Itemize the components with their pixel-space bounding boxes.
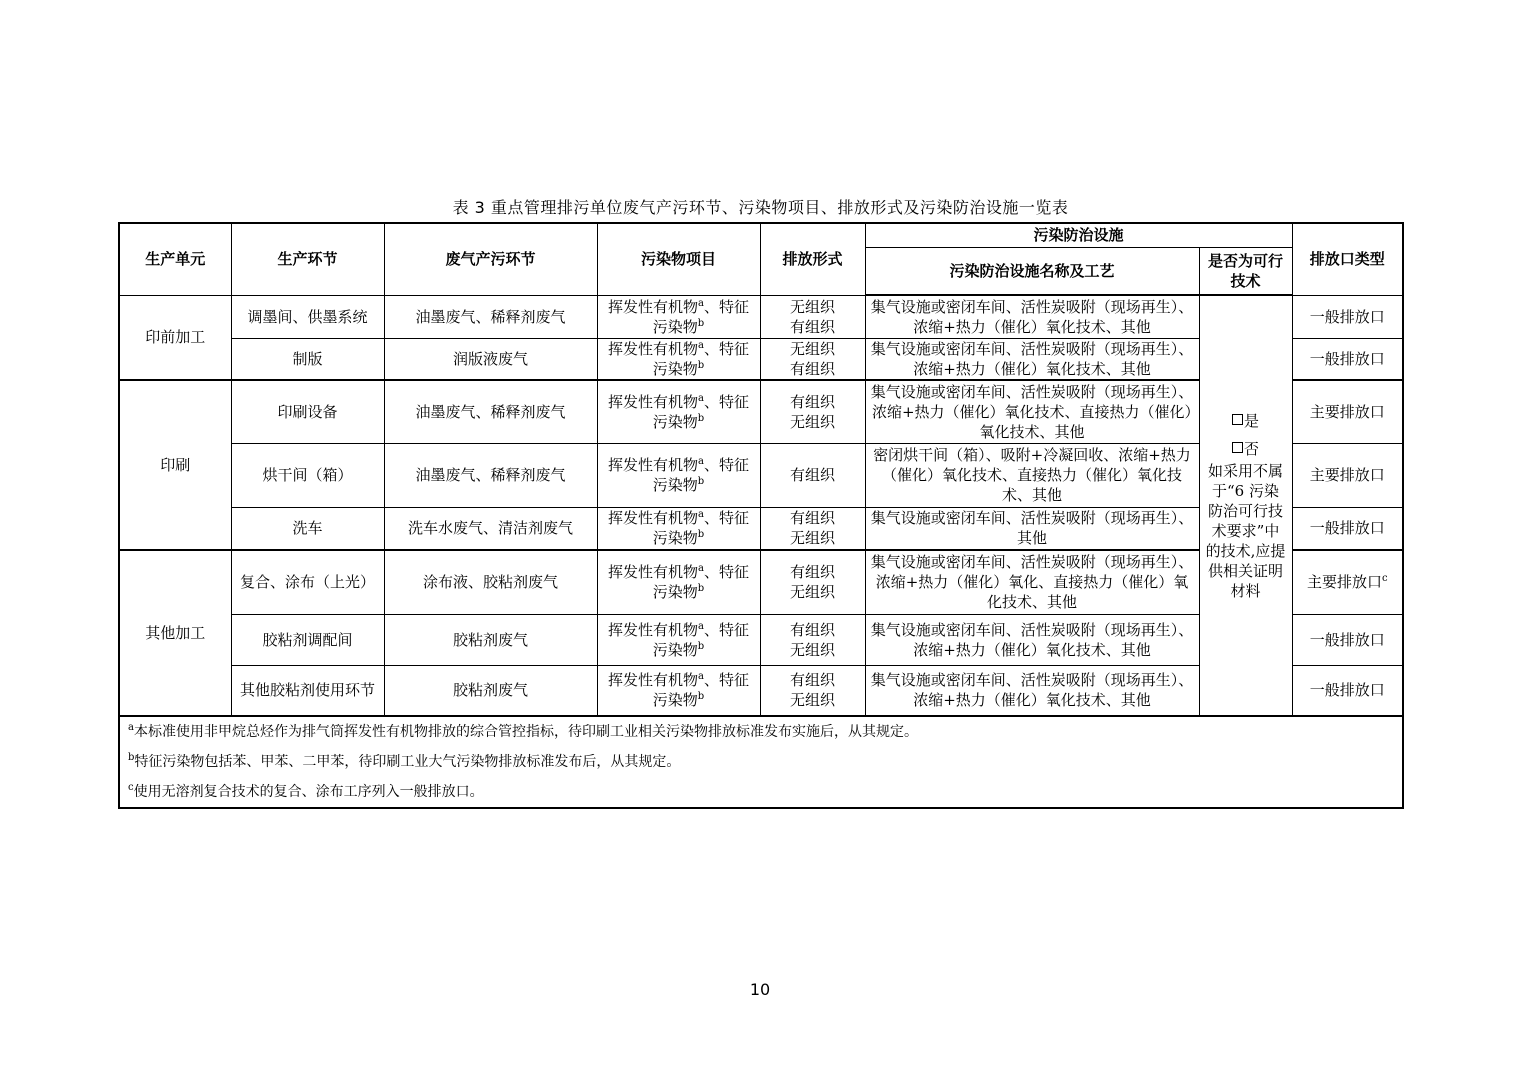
facility-cell: 集气设施或密闭车间、活性炭吸附（现场再生）、浓缩+热力（催化）氧化、直接热力（催化）氧化技术、其他 (865, 550, 1199, 614)
source-cell: 油墨废气、稀释剂废气 (384, 295, 597, 338)
source-cell: 润版液废气 (384, 338, 597, 380)
header-feasible: 是否为可行技术 (1199, 247, 1292, 295)
form-cell: 有组织 无组织 (760, 380, 865, 443)
outlet-cell: 主要排放口$^c$ (1292, 550, 1403, 614)
checkbox-icon (1232, 442, 1243, 453)
unit-cell: 印刷 (119, 380, 231, 550)
pollutant-cell: 挥发性有机物$^a$、特征污染物$^b$ (597, 295, 760, 338)
pollutant-cell: 挥发性有机物$^a$、特征污染物$^b$ (597, 665, 760, 716)
form-cell: 有组织 无组织 (760, 665, 865, 716)
form-cell: 无组织 有组织 (760, 338, 865, 380)
table-caption: 表 3 重点管理排污单位废气产污环节、污染物项目、排放形式及污染防治设施一览表 (452, 198, 1069, 217)
outlet-cell: 主要排放口 (1292, 380, 1403, 443)
header-pollutant: 污染物项目 (597, 223, 760, 295)
outlet-cell: 一般排放口 (1292, 295, 1403, 338)
source-cell: 涂布液、胶粘剂废气 (384, 550, 597, 614)
pollutant-cell: 挥发性有机物$^a$、特征污染物$^b$ (597, 550, 760, 614)
form-cell: 有组织 (760, 443, 865, 507)
process-cell: 调墨间、供墨系统 (231, 295, 384, 338)
footnote-b: $^b$特征污染物包括苯、甲苯、二甲苯，待印刷工业大气污染物排放标准发布后，从其规定。 (128, 752, 681, 770)
outlet-cell: 一般排放口 (1292, 338, 1403, 380)
source-cell: 洗车水废气、清洁剂废气 (384, 507, 597, 550)
form-cell: 有组织 无组织 (760, 550, 865, 614)
process-cell: 胶粘剂调配间 (231, 614, 384, 665)
header-unit: 生产单元 (119, 223, 231, 295)
source-cell: 胶粘剂废气 (384, 665, 597, 716)
form-cell: 有组织 无组织 (760, 507, 865, 550)
outlet-cell: 一般排放口 (1292, 507, 1403, 550)
header-facility-name: 污染防治设施名称及工艺 (865, 247, 1199, 295)
pollutant-cell: 挥发性有机物$^a$、特征污染物$^b$ (597, 338, 760, 380)
facility-cell: 集气设施或密闭车间、活性炭吸附（现场再生）、浓缩+热力（催化）氧化技术、直接热力（催化）氧化技术、其他 (865, 380, 1199, 443)
page-number: 10 (749, 980, 771, 999)
header-source: 废气产污环节 (384, 223, 597, 295)
emission-table (118, 222, 1404, 809)
facility-cell: 集气设施或密闭车间、活性炭吸附（现场再生）、浓缩+热力（催化）氧化技术、其他 (865, 665, 1199, 716)
process-cell: 烘干间（箱） (231, 443, 384, 507)
form-cell: 有组织 无组织 (760, 614, 865, 665)
footnote-c: $^c$使用无溶剂复合技术的复合、涂布工序列入一般排放口。 (128, 782, 484, 800)
header-process: 生产环节 (231, 223, 384, 295)
feasible-cell: 是 否 如采用不属于“6 污染防治可行技术要求”中的技术,应提供相关证明材料 (1199, 295, 1292, 716)
feasible-note: 如采用不属于“6 污染防治可行技术要求”中的技术,应提供相关证明材料 (1205, 461, 1286, 600)
form-cell: 无组织 有组织 (760, 295, 865, 338)
process-cell: 其他胶粘剂使用环节 (231, 665, 384, 716)
checkbox-icon (1232, 414, 1243, 425)
header-form: 排放形式 (760, 223, 865, 295)
facility-cell: 密闭烘干间（箱）、吸附+冷凝回收、浓缩+热力（催化）氧化技术、直接热力（催化）氧化技术、其他 (865, 443, 1199, 507)
unit-cell: 其他加工 (119, 550, 231, 716)
unit-cell: 印前加工 (119, 295, 231, 380)
source-cell: 胶粘剂废气 (384, 614, 597, 665)
source-cell: 油墨废气、稀释剂废气 (384, 443, 597, 507)
pollutant-cell: 挥发性有机物$^a$、特征污染物$^b$ (597, 380, 760, 443)
table-notes (119, 716, 1403, 808)
source-cell: 油墨废气、稀释剂废气 (384, 380, 597, 443)
outlet-cell: 一般排放口 (1292, 665, 1403, 716)
facility-cell: 集气设施或密闭车间、活性炭吸附（现场再生）、浓缩+热力（催化）氧化技术、其他 (865, 338, 1199, 380)
pollutant-cell: 挥发性有机物$^a$、特征污染物$^b$ (597, 443, 760, 507)
facility-cell: 集气设施或密闭车间、活性炭吸附（现场再生）、浓缩+热力（催化）氧化技术、其他 (865, 295, 1199, 338)
process-cell: 复合、涂布（上光） (231, 550, 384, 614)
pollutant-cell: 挥发性有机物$^a$、特征污染物$^b$ (597, 507, 760, 550)
facility-cell: 集气设施或密闭车间、活性炭吸附（现场再生）、浓缩+热力（催化）氧化技术、其他 (865, 614, 1199, 665)
process-cell: 制版 (231, 338, 384, 380)
outlet-cell: 主要排放口 (1292, 443, 1403, 507)
outlet-cell: 一般排放口 (1292, 614, 1403, 665)
footnote-a: $^a$本标准使用非甲烷总烃作为排气筒挥发性有机物排放的综合管控指标，待印刷工业相关污染物排放标准发布实施后，从其规定。 (128, 722, 918, 740)
process-cell: 洗车 (231, 507, 384, 550)
pollutant-cell: 挥发性有机物$^a$、特征污染物$^b$ (597, 614, 760, 665)
facility-cell: 集气设施或密闭车间、活性炭吸附（现场再生）、其他 (865, 507, 1199, 550)
header-facility-group: 污染防治设施 (865, 223, 1292, 247)
process-cell: 印刷设备 (231, 380, 384, 443)
header-outlet: 排放口类型 (1292, 223, 1403, 295)
